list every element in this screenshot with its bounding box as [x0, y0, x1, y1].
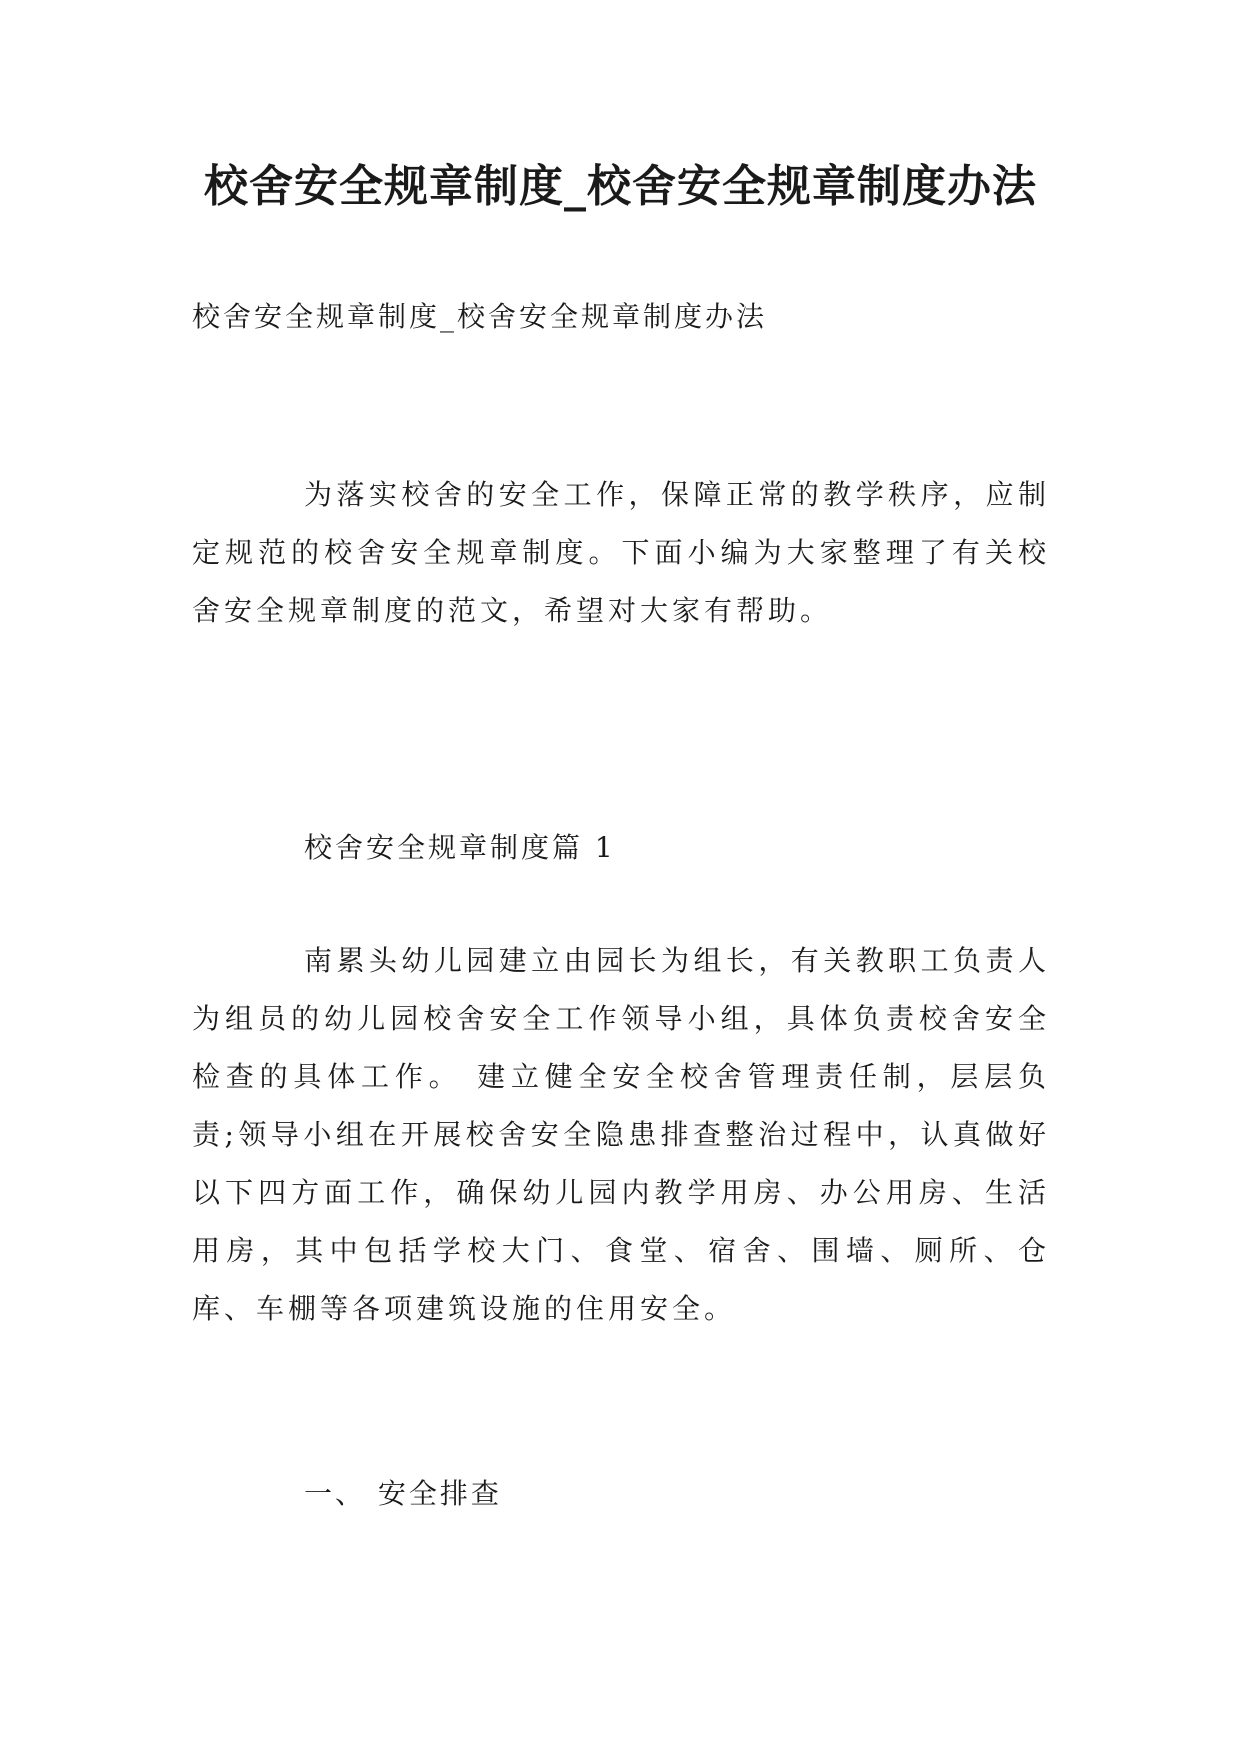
document-subtitle: 校舍安全规章制度_校舍安全规章制度办法: [192, 300, 768, 333]
document-title: 校舍安全规章制度_校舍安全规章制度办法: [204, 161, 1037, 212]
section-heading: 校舍安全规章制度篇 1: [304, 831, 616, 864]
intro-paragraph: 为落实校舍的安全工作，保障正常的教学秩序，应制定规范的校舍安全规章制度。下面小编为大家整理了有关校舍安全规章制度的范文，希望对大家有帮助。: [192, 478, 1050, 627]
body-paragraph: 南累头幼儿园建立由园长为组长，有关教职工负责人为组员的幼儿园校舍安全工作领导小组，具体负责校舍安全检查的具体工作。 建立健全安全校舍管理责任制，层层负责;领导小组在开展校舍安全隐患排查整治过程中，认真做好以下四方面工作，确保幼儿园内教学用房、办公用房、生活用房，其中包括学校大门、食堂、宿舍、围墙、厕所、仓库、车棚等各项建筑设施的住用安全。: [192, 944, 1050, 1325]
subsection-heading: 一、 安全排查: [304, 1477, 502, 1510]
